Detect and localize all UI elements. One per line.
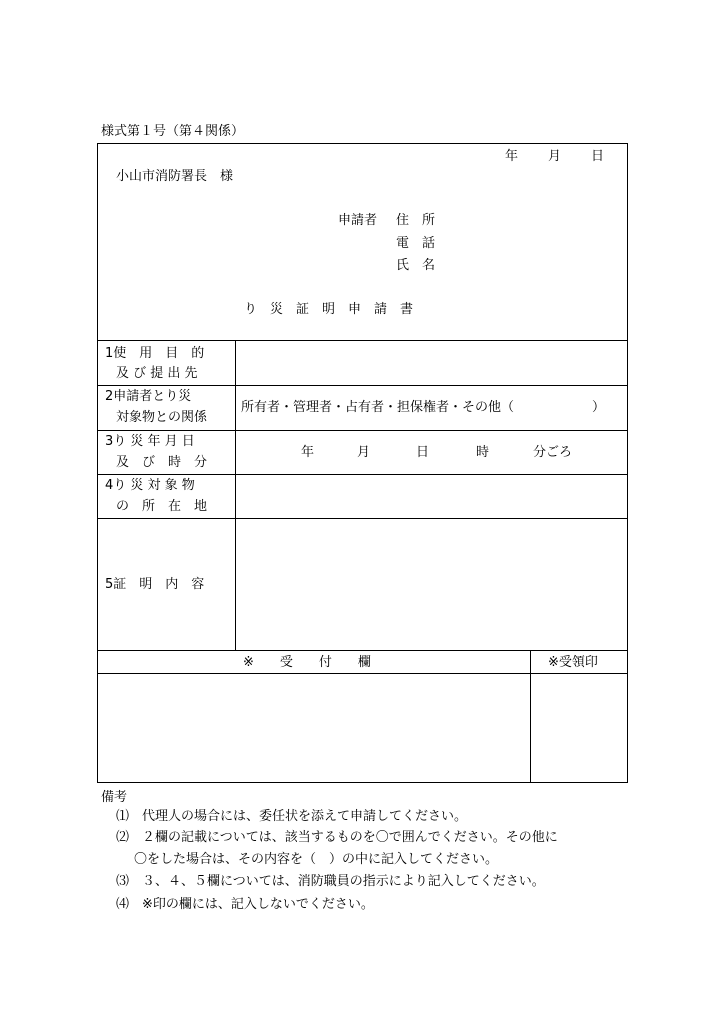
row-divider (97, 385, 628, 386)
location-label-line1: 4り 災 対 象 物 (105, 478, 195, 493)
datetime-label-line2: 及 び 時 分 (116, 455, 208, 470)
form-number: 様式第１号（第４関係） (101, 124, 245, 139)
content-label: 5証 明 内 容 (105, 577, 205, 592)
applicant-phone-label: 電 話 (396, 236, 436, 251)
note-item: ⑴ 代理人の場合には、委任状を添えて申請してください。 (116, 809, 468, 824)
row-divider (97, 430, 628, 431)
location-label-line2: の 所 在 地 (116, 499, 208, 514)
purpose-label-line2: 及 び 提 出 先 (116, 366, 198, 381)
note-item: ⑶ ３、４、５欄については、消防職員の指示により記入してください。 (116, 874, 545, 889)
row-divider (97, 673, 628, 674)
applicant-name-label: 氏 名 (396, 258, 436, 273)
notes-heading: 備考 (101, 790, 128, 805)
label-column-divider (235, 340, 236, 650)
note-item: ⑷ ※印の欄には、記入しないでください。 (116, 897, 374, 912)
purpose-field[interactable] (243, 355, 623, 377)
datetime-minute: 分ごろ (533, 445, 573, 460)
datetime-day: 日 (416, 445, 430, 460)
row-divider (97, 474, 628, 475)
addressee: 小山市消防署長 様 (116, 169, 234, 184)
row-divider (97, 650, 628, 651)
relation-options[interactable]: 所有者・管理者・占有者・担保権者・その他（ ） (241, 400, 606, 415)
purpose-label-line1: 1使 用 目 的 (105, 346, 205, 361)
row-divider (97, 340, 628, 341)
applicant-label: 申請者 (338, 213, 378, 228)
relation-label-line1: 2申請者とり災 (105, 389, 192, 404)
datetime-label-line1: 3り 災 年 月 日 (105, 434, 195, 449)
note-item: ⑵ ２欄の記載については、該当するものを〇で囲んでください。その他に (116, 830, 558, 845)
row-divider (97, 518, 628, 519)
date-day: 日 (591, 149, 605, 164)
seal-label: ※受領印 (548, 655, 598, 670)
note-item: 〇をした場合は、その内容を（ ）の中に記入してください。 (134, 852, 499, 867)
date-month: 月 (548, 149, 562, 164)
date-year: 年 (505, 149, 519, 164)
datetime-month: 月 (357, 445, 371, 460)
applicant-address-label: 住 所 (396, 213, 436, 228)
reception-label: ※ 受 付 欄 (243, 655, 371, 670)
location-field[interactable] (243, 483, 623, 511)
form-title: り 災 証 明 申 請 書 (244, 302, 414, 317)
seal-column-divider (530, 650, 531, 783)
relation-label-line2: 対象物との関係 (116, 410, 208, 425)
datetime-hour: 時 (476, 445, 490, 460)
datetime-year: 年 (301, 445, 315, 460)
content-field[interactable] (243, 526, 623, 644)
